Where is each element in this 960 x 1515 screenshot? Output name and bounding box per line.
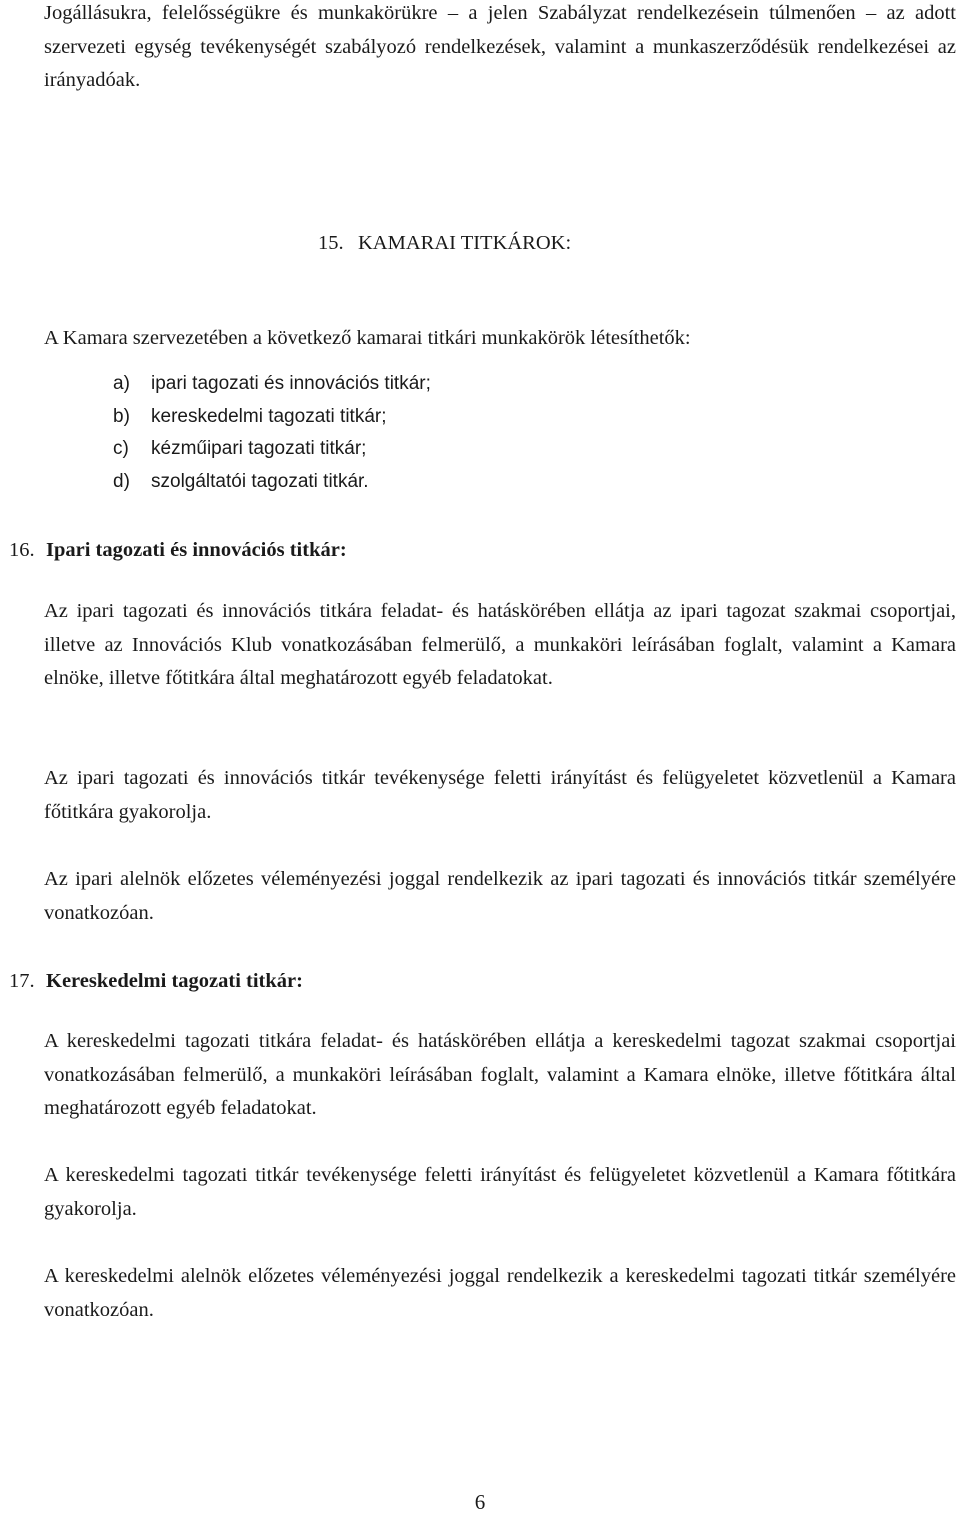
section-17-number: 17.: [9, 970, 35, 992]
list-item-text: szolgáltatói tagozati titkár.: [151, 470, 369, 492]
list-item-text: kézműipari tagozati titkár;: [151, 438, 367, 459]
section-17-paragraph-1: A kereskedelmi tagozati titkára feladat- és hatáskörében ellátja a kereskedelmi tagozat szakmai csoportjai vonatkozásában felmerülő, a munkaköri leírásában foglalt, valamint a Kamara elnöke, illetve főtitkára által meghatározott egyéb feladatokat.: [44, 1030, 956, 1119]
section-15-lead: A Kamara szervezetében a következő kamarai titkári munkakörök létesíthetők:: [44, 327, 691, 349]
section-17-paragraph-2: A kereskedelmi tagozati titkár tevékenysége feletti irányítást és felügyeletet közvetlenül a Kamara főtitkára gyakorolja.: [44, 1164, 956, 1220]
section-16-paragraph-1: Az ipari tagozati és innovációs titkára feladat- és hatáskörében ellátja az ipari tagozat szakmai csoportjai, illetve az Innovációs Klub vonatkozásában felmerülő, a munkaköri leírásában foglalt, valamint a Kamara elnöke, illetve főtitkára által meghatározott egyéb feladatokat.: [44, 600, 956, 689]
list-item-text: ipari tagozati és innovációs titkár;: [151, 373, 431, 394]
list-item-label: d): [113, 470, 130, 492]
page-number: 6: [474, 1490, 486, 1514]
section-15-heading: [318, 228, 571, 258]
list-item-label: b): [113, 405, 130, 427]
list-item: [113, 368, 431, 401]
section-16-title: Ipari tagozati és innovációs titkár:: [46, 539, 347, 561]
section-16-number: 16.: [9, 539, 35, 561]
section-15-title: KAMARAI TITKÁROK:: [358, 232, 572, 254]
section-15-number: 15.: [318, 232, 344, 254]
intro-paragraph: Jogállásukra, felelősségükre és munkakörükre – a jelen Szabályzat rendelkezésein túlmenően – az adott szervezeti egység tevékenységét szabályozó rendelkezések, valamint a munkaszerződésük rendelkezései az irányadóak.: [44, 2, 956, 91]
section-17-paragraph-3: A kereskedelmi alelnök előzetes véleményezési joggal rendelkezik a kereskedelmi tagozati titkár személyére vonatkozóan.: [44, 1265, 956, 1321]
list-item: [113, 466, 431, 499]
section-16-heading: [9, 535, 347, 565]
list-item: [113, 433, 431, 466]
list-item: [113, 401, 431, 434]
section-16-paragraph-3: Az ipari alelnök előzetes véleményezési joggal rendelkezik az ipari tagozati és innovációs titkár személyére vonatkozóan.: [44, 868, 956, 924]
list-item-label: a): [113, 373, 130, 394]
section-17-title: Kereskedelmi tagozati titkár:: [46, 970, 303, 992]
section-17-heading: [9, 966, 303, 996]
titkar-list: [113, 368, 431, 498]
section-16-paragraph-2: Az ipari tagozati és innovációs titkár tevékenysége feletti irányítást és felügyeletet közvetlenül a Kamara főtitkára gyakorolja.: [44, 767, 956, 823]
list-item-label: c): [113, 438, 129, 459]
list-item-text: kereskedelmi tagozati titkár;: [151, 405, 387, 427]
